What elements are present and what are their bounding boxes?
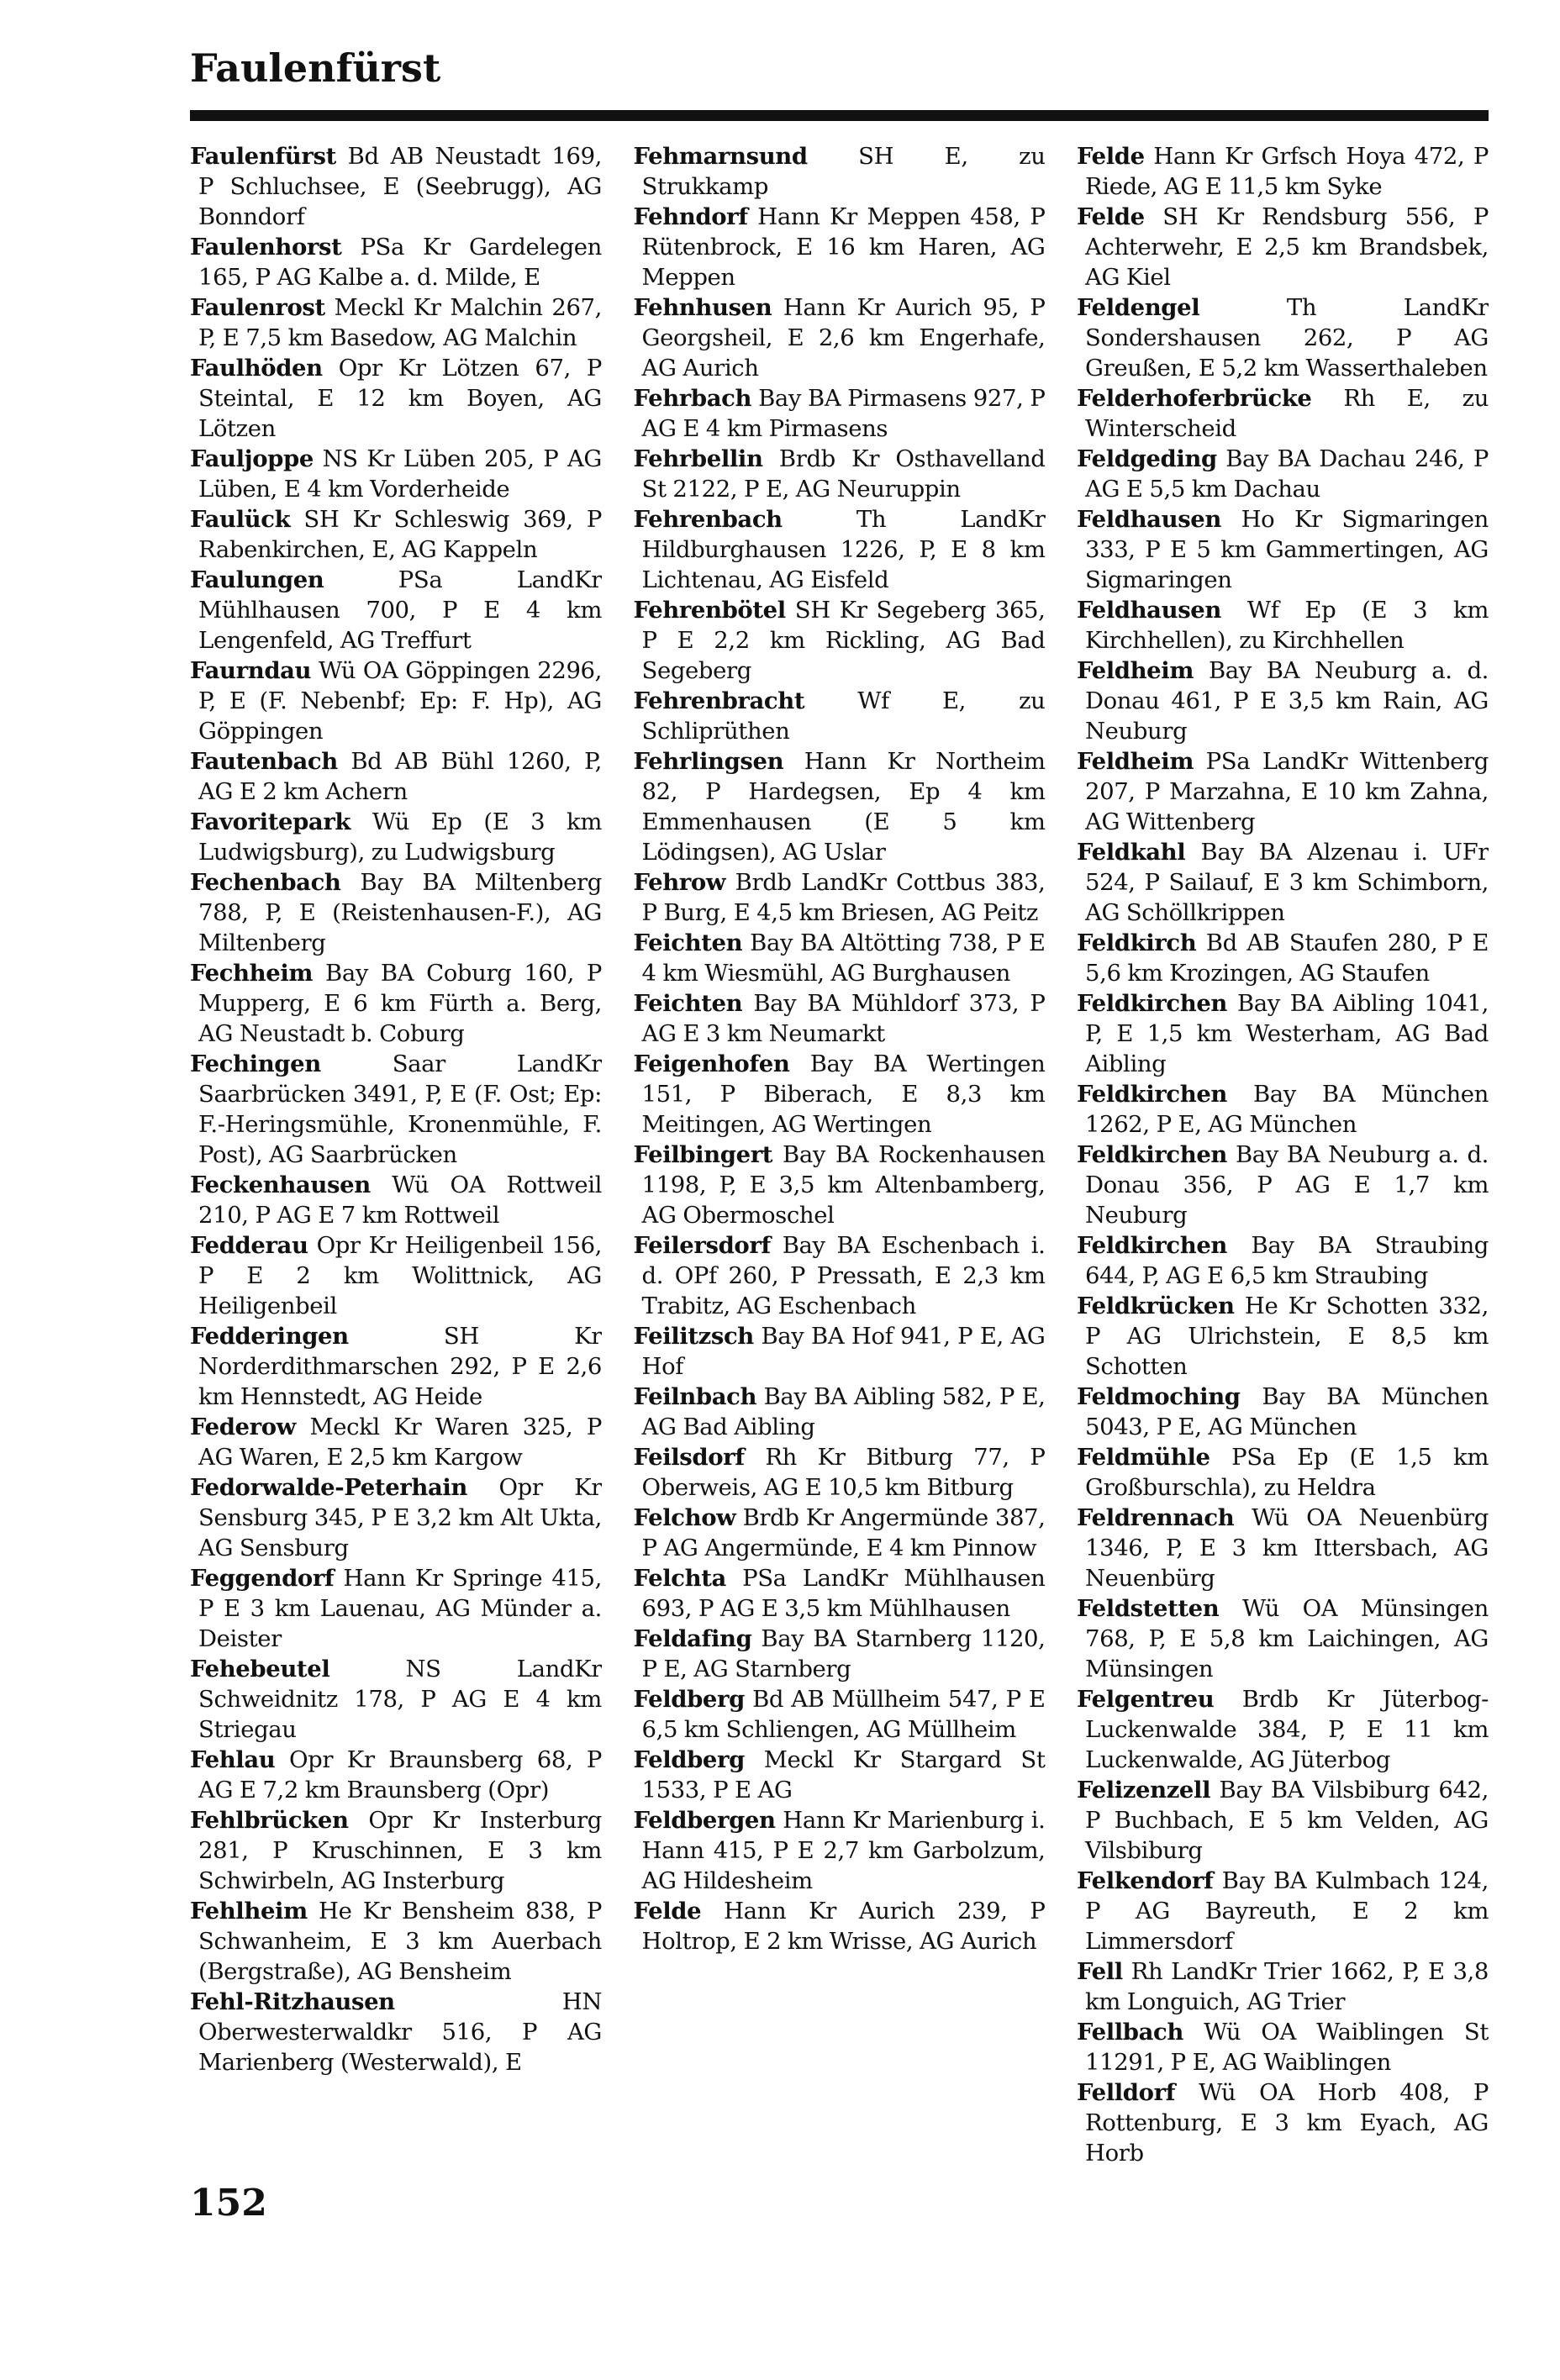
entry-text: SH E, zu Strukkamp <box>641 143 1046 200</box>
entry <box>190 444 602 504</box>
entry-text: Rh E, zu Winterscheid <box>1085 385 1489 442</box>
entry <box>190 292 602 353</box>
column-3 <box>1077 141 1489 2192</box>
entry <box>190 1049 602 1170</box>
entry-keyword: Felde <box>1077 203 1145 230</box>
entry-text: Bay BA Pirmasens 927, P AG E 4 km Pirmasens <box>641 385 1046 442</box>
entry-text: PSa Kr Gardelegen 165, P AG Kalbe a. d. Milde, E <box>198 234 602 291</box>
entry-text: Opr Kr Insterburg 281, P Kruschinnen, E 3 km Schwirbeln, AG Insterburg <box>198 1807 602 1894</box>
entry-text: Hann Kr Meppen 458, P Rütenbrock, E 16 km Haren, AG Meppen <box>641 203 1046 291</box>
entry-text: Rh Kr Bitburg 77, P Oberweis, AG E 10,5 km Bitburg <box>641 1444 1046 1501</box>
entry-text: Bay BA Mühldorf 373, P AG E 3 km Neumarkt <box>641 990 1046 1047</box>
entry <box>190 867 602 958</box>
entry <box>634 1321 1046 1382</box>
entry-text: Bay BA Vilsbiburg 642, P Buchbach, E 5 km Velden, AG Vilsbiburg <box>1085 1777 1489 1864</box>
entry-keyword: Feldberg <box>633 1686 745 1713</box>
column-1 <box>190 141 602 2192</box>
entry-text: Hann Kr Springe 415, P E 3 km Lauenau, AG Münder a. Deister <box>198 1565 602 1652</box>
entry-keyword: Fechingen <box>190 1050 321 1077</box>
entry-text: Brdb Kr Angermünde 387, P AG Angermünde, E 4 km Pinnow <box>641 1504 1046 1561</box>
entry-keyword: Feldgeding <box>1077 445 1217 472</box>
entry-keyword: Feldmühle <box>1077 1444 1210 1471</box>
entry-keyword: Feldafing <box>633 1625 752 1652</box>
entry-text: Opr Kr Sensburg 345, P E 3,2 km Alt Ukta, AG Sensburg <box>198 1474 602 1561</box>
entry <box>190 141 602 232</box>
entry-text: Wf Ep (E 3 km Kirchhellen), zu Kirchhellen <box>1085 597 1489 654</box>
entry-text: Hann Kr Marienburg i. Hann 415, P E 2,7 km Garbolzum, AG Hildesheim <box>641 1807 1046 1894</box>
entry-text: Bd AB Bühl 1260, P, AG E 2 km Achern <box>198 748 602 805</box>
entry <box>190 232 602 292</box>
entry-keyword: Feilsdorf <box>633 1444 745 1471</box>
entry <box>634 141 1046 202</box>
entry-text: Hann Kr Grfsch Hoya 472, P Riede, AG E 11,5 km Syke <box>1085 143 1489 200</box>
entry <box>190 1896 602 1987</box>
entry-text: Brdb Kr Osthavelland St 2122, P E, AG Neuruppin <box>641 445 1046 503</box>
entry-text: PSa LandKr Wittenberg 207, P Marzahna, E 10 km Zahna, AG Wittenberg <box>1085 748 1489 835</box>
entry-keyword: Faulenfürst <box>190 143 336 170</box>
entry-text: Bd AB Neustadt 169, P Schluchsee, E (Seebrugg), AG Bonndorf <box>198 143 602 230</box>
entry-text: Ho Kr Sigmaringen 333, P E 5 km Gammertingen, AG Sigmaringen <box>1085 506 1489 593</box>
entry-text: Opr Kr Braunsberg 68, P AG E 7,2 km Braunsberg (Opr) <box>198 1746 602 1803</box>
entry-text: Bay BA Straubing 644, P, AG E 6,5 km Straubing <box>1085 1232 1489 1289</box>
entry-keyword: Fechenbach <box>190 869 341 896</box>
entry-text: PSa Ep (E 1,5 km Großburschla), zu Heldra <box>1085 1444 1489 1501</box>
entry <box>634 686 1046 746</box>
entry <box>1077 1593 1489 1684</box>
entry-keyword: Feldkahl <box>1077 839 1186 866</box>
entry <box>1077 383 1489 444</box>
entry-text: Bay BA Alzenau i. UFr 524, P Sailauf, E 3 km Schimborn, AG Schöllkrippen <box>1085 839 1489 926</box>
entry-keyword: Fehrlingsen <box>633 748 784 775</box>
entry <box>1077 1140 1489 1230</box>
entry-text: Hann Kr Aurich 95, P Georgsheil, E 2,6 km Engerhafe, AG Aurich <box>641 294 1046 382</box>
entry-keyword: Fedorwalde-Peterhain <box>190 1474 468 1501</box>
entry <box>190 1472 602 1563</box>
entry-keyword: Fehl-Ritzhausen <box>190 1988 395 2015</box>
entry <box>190 1230 602 1321</box>
entry <box>1077 141 1489 202</box>
entry-text: Th LandKr Hildburghausen 1226, P, E 8 km Lichtenau, AG Eisfeld <box>641 506 1046 593</box>
entry-text: SH Kr Schleswig 369, P Rabenkirchen, E, AG Kappeln <box>198 506 602 563</box>
entry-text: Bay BA Rockenhausen 1198, P, E 3,5 km Altenbamberg, AG Obermoschel <box>641 1141 1046 1229</box>
entry-text: Opr Kr Heiligenbeil 156, P E 2 km Wolittnick, AG Heiligenbeil <box>198 1232 602 1319</box>
entry <box>634 202 1046 292</box>
entry <box>190 746 602 807</box>
entry-keyword: Fehrbellin <box>633 445 763 472</box>
entry <box>634 383 1046 444</box>
entry-keyword: Fehrenbötel <box>633 597 786 624</box>
entry <box>190 1170 602 1230</box>
entry <box>634 1745 1046 1805</box>
entry-text: Saar LandKr Saarbrücken 3491, P, E (F. Ost; Ep: F.-Heringsmühle, Kronenmühle, F. Post), AG Saarbrücken <box>198 1050 602 1168</box>
entry <box>190 353 602 444</box>
entry <box>1077 1382 1489 1442</box>
entry <box>1077 1503 1489 1593</box>
entry <box>1077 202 1489 292</box>
entry-text: Bay BA Starnberg 1120, P E, AG Starnberg <box>641 1625 1046 1682</box>
entry-keyword: Feldheim <box>1077 748 1194 775</box>
entry <box>190 1805 602 1896</box>
page-header <box>190 45 1489 124</box>
entry <box>1077 1230 1489 1291</box>
entry-keyword: Feckenhausen <box>190 1172 371 1198</box>
entry-keyword: Faulhöden <box>190 355 323 382</box>
entry-text: Wü Ep (E 3 km Ludwigsburg), zu Ludwigsburg <box>198 808 602 866</box>
entry-keyword: Feldmoching <box>1077 1383 1241 1410</box>
entry-keyword: Felchow <box>633 1504 736 1531</box>
entry <box>1077 595 1489 656</box>
entry-text: HN Oberwesterwaldkr 516, P AG Marienberg (Westerwald), E <box>198 1988 602 2076</box>
entry-text: Bay BA Neuburg a. d. Donau 356, P AG E 1,7 km Neuburg <box>1085 1141 1489 1229</box>
entry <box>634 1563 1046 1624</box>
entry-text: NS LandKr Schweidnitz 178, P AG E 4 km Striegau <box>198 1656 602 1743</box>
entry-text: Wf E, zu Schliprüthen <box>641 687 1046 745</box>
entry-keyword: Felchta <box>633 1565 726 1592</box>
entry-keyword: Feldbergen <box>633 1807 776 1834</box>
entry <box>634 1805 1046 1896</box>
entry <box>190 656 602 746</box>
entry-keyword: Feldkrücken <box>1077 1293 1235 1319</box>
entry <box>634 1503 1046 1563</box>
entry <box>1077 292 1489 383</box>
entry-keyword: Fauljoppe <box>190 445 314 472</box>
entry-text: Bay BA Altötting 738, P E 4 km Wiesmühl, AG Burghausen <box>641 929 1046 987</box>
entry-keyword: Favoritepark <box>190 808 351 835</box>
entry-text: Bay BA München 5043, P E, AG München <box>1085 1383 1489 1440</box>
entry-keyword: Fellbach <box>1077 2019 1183 2046</box>
entry-text: Bay BA Miltenberg 788, P, E (Reistenhausen-F.), AG Miltenberg <box>198 869 602 956</box>
entry-text: Wü OA Göppingen 2296, P, E (F. Nebenbf; Ep: F. Hp), AG Göppingen <box>198 657 602 745</box>
entry-keyword: Feichten <box>633 990 743 1017</box>
entry-text: Brdb Kr Jüterbog-Luckenwalde 384, P, E 11 km Luckenwalde, AG Jüterbog <box>1085 1686 1489 1773</box>
entry <box>190 1745 602 1805</box>
entry-keyword: Felde <box>633 1898 702 1925</box>
entry-keyword: Feggendorf <box>190 1565 335 1592</box>
entry-keyword: Fehlheim <box>190 1898 308 1925</box>
running-head: Faulenfürst <box>190 45 441 91</box>
entry <box>190 807 602 867</box>
entry-text: SH Kr Rendsburg 556, P Achterwehr, E 2,5 km Brandsbek, AG Kiel <box>1085 203 1489 291</box>
entry-text: Wü OA Münsingen 768, P, E 5,8 km Laichingen, AG Münsingen <box>1085 1595 1489 1682</box>
entry-text: Opr Kr Lötzen 67, P Steintal, E 12 km Boyen, AG Lötzen <box>198 355 602 442</box>
entry-text: Wü OA Waiblingen St 11291, P E, AG Waiblingen <box>1085 2019 1489 2076</box>
entry-keyword: Faurndau <box>190 657 312 684</box>
entry-text: Bay BA Dachau 246, P AG E 5,5 km Dachau <box>1085 445 1489 503</box>
entry-text: Bay BA Wertingen 151, P Biberach, E 8,3 km Meitingen, AG Wertingen <box>641 1050 1046 1138</box>
entry <box>634 292 1046 383</box>
entry <box>634 988 1046 1049</box>
entry <box>190 1987 602 2077</box>
entry-keyword: Fell <box>1077 1958 1123 1985</box>
entry-keyword: Felderhoferbrücke <box>1077 385 1312 412</box>
entry <box>190 1321 602 1412</box>
entry-text: PSa LandKr Mühlhausen 700, P E 4 km Lengenfeld, AG Treffurt <box>198 566 602 654</box>
entry-text: Bay BA Hof 941, P E, AG Hof <box>641 1323 1046 1380</box>
entry <box>634 1624 1046 1684</box>
entry-text: SH Kr Segeberg 365, P E 2,2 km Rickling, AG Bad Segeberg <box>641 597 1046 684</box>
header-rule <box>190 110 1489 121</box>
entry-keyword: Fechheim <box>190 960 314 987</box>
entry-text: Rh LandKr Trier 1662, P, E 3,8 km Longuich, AG Trier <box>1085 1958 1489 2015</box>
entry-keyword: Fedderau <box>190 1232 308 1259</box>
entry-keyword: Feldkirchen <box>1077 990 1228 1017</box>
entry <box>634 1684 1046 1745</box>
entry <box>1077 988 1489 1079</box>
entry <box>1077 2077 1489 2168</box>
entry <box>634 504 1046 595</box>
entry-keyword: Felkendorf <box>1077 1867 1214 1894</box>
entry <box>1077 746 1489 837</box>
entry-text: Wü OA Neuenbürg 1346, P, E 3 km Ittersbach, AG Neuenbürg <box>1085 1504 1489 1592</box>
entry <box>634 1442 1046 1503</box>
entry-text: PSa LandKr Mühlhausen 693, P AG E 3,5 km Mühlhausen <box>641 1565 1046 1622</box>
entry <box>634 928 1046 988</box>
entry-keyword: Feldberg <box>633 1746 745 1773</box>
entry-text: Bay BA Coburg 160, P Mupperg, E 6 km Fürth a. Berg, AG Neustadt b. Coburg <box>198 960 602 1047</box>
entry-text: Bay BA Aibling 582, P E, AG Bad Aibling <box>641 1383 1046 1440</box>
entry-keyword: Feilersdorf <box>633 1232 771 1259</box>
entry-keyword: Faulück <box>190 506 291 533</box>
entry-keyword: Feldengel <box>1077 294 1200 321</box>
entry <box>1077 1866 1489 1956</box>
entry <box>634 867 1046 928</box>
entry-keyword: Feichten <box>633 929 743 956</box>
entry-text: Bd AB Staufen 280, P E 5,6 km Krozingen, AG Staufen <box>1085 929 1489 987</box>
entry-keyword: Felizenzell <box>1077 1777 1211 1803</box>
entry-text: Meckl Kr Malchin 267, P, E 7,5 km Basedow, AG Malchin <box>198 294 602 351</box>
entry <box>634 746 1046 867</box>
entry-keyword: Fehndorf <box>633 203 748 230</box>
entry <box>1077 1684 1489 1775</box>
entry <box>1077 1956 1489 2017</box>
entry-keyword: Fehrbach <box>633 385 752 412</box>
entry <box>190 504 602 565</box>
entry-keyword: Feldkirchen <box>1077 1081 1228 1108</box>
entry-keyword: Fautenbach <box>190 748 338 775</box>
entry-keyword: Felgentreu <box>1077 1686 1215 1713</box>
entry <box>1077 1442 1489 1503</box>
entry <box>1077 2017 1489 2077</box>
entry-keyword: Feldkirchen <box>1077 1141 1228 1168</box>
entry <box>1077 656 1489 746</box>
entry <box>1077 504 1489 595</box>
entry-keyword: Feilitzsch <box>633 1323 754 1350</box>
entry-text: Bd AB Müllheim 547, P E 6,5 km Schliengen, AG Müllheim <box>641 1686 1046 1743</box>
entry-text: Meckl Kr Waren 325, P AG Waren, E 2,5 km Kargow <box>198 1414 602 1471</box>
entry-keyword: Fedderingen <box>190 1323 349 1350</box>
entry-text: Hann Kr Aurich 239, P Holtrop, E 2 km Wrisse, AG Aurich <box>641 1898 1046 1955</box>
entry <box>1077 1079 1489 1140</box>
entry-keyword: Feigenhofen <box>633 1050 790 1077</box>
entry-text: Th LandKr Sondershausen 262, P AG Greußen, E 5,2 km Wasserthaleben <box>1085 294 1489 382</box>
entry-text: NS Kr Lüben 205, P AG Lüben, E 4 km Vorderheide <box>198 445 602 503</box>
entry <box>634 1230 1046 1321</box>
entry <box>190 1563 602 1654</box>
entry <box>190 958 602 1049</box>
entry-text: Bay BA Aibling 1041, P, E 1,5 km Westerham, AG Bad Aibling <box>1085 990 1489 1077</box>
entry-keyword: Fehmarnsund <box>633 143 808 170</box>
entry-text: Wü OA Rottweil 210, P AG E 7 km Rottweil <box>198 1172 602 1229</box>
entry-keyword: Feilbingert <box>633 1141 773 1168</box>
entry-keyword: Faulungen <box>190 566 324 593</box>
entry-keyword: Feilnbach <box>633 1383 757 1410</box>
entry <box>634 595 1046 686</box>
entry-text: He Kr Schotten 332, P AG Ulrichstein, E 8,5 km Schotten <box>1085 1293 1489 1380</box>
entry-keyword: Feldrennach <box>1077 1504 1235 1531</box>
entry <box>1077 1291 1489 1382</box>
entry-keyword: Fehlau <box>190 1746 276 1773</box>
column-2 <box>634 141 1046 2192</box>
gazetteer-columns <box>190 141 1489 2192</box>
entry-keyword: Faulenrost <box>190 294 325 321</box>
entry-text: He Kr Bensheim 838, P Schwanheim, E 3 km Auerbach (Bergstraße), AG Bensheim <box>198 1898 602 1985</box>
entry-text: Hann Kr Northeim 82, P Hardegsen, Ep 4 km Emmenhausen (E 5 km Lödingsen), AG Uslar <box>641 748 1046 866</box>
entry-keyword: Fehebeutel <box>190 1656 330 1682</box>
entry-keyword: Fehnhusen <box>633 294 772 321</box>
entry-text: SH Kr Norderdithmarschen 292, P E 2,6 km Hennstedt, AG Heide <box>198 1323 602 1410</box>
entry-keyword: Feldkirch <box>1077 929 1197 956</box>
entry <box>190 1412 602 1472</box>
entry-text: Bay BA Eschenbach i. d. OPf 260, P Pressath, E 2,3 km Trabitz, AG Eschenbach <box>641 1232 1046 1319</box>
entry <box>1077 444 1489 504</box>
entry <box>634 1049 1046 1140</box>
entry-text: Bay BA Kulmbach 124, P AG Bayreuth, E 2 km Limmersdorf <box>1085 1867 1489 1955</box>
entry-keyword: Federow <box>190 1414 296 1440</box>
entry <box>190 565 602 656</box>
entry <box>190 1654 602 1745</box>
entry <box>634 1896 1046 1956</box>
entry-keyword: Felde <box>1077 143 1145 170</box>
entry-keyword: Feldkirchen <box>1077 1232 1228 1259</box>
entry <box>634 444 1046 504</box>
entry-text: Brdb LandKr Cottbus 383, P Burg, E 4,5 km Briesen, AG Peitz <box>641 869 1046 926</box>
entry-text: Meckl Kr Stargard St 1533, P E AG <box>641 1746 1046 1803</box>
entry <box>1077 928 1489 988</box>
entry-text: Bay BA Neuburg a. d. Donau 461, P E 3,5 km Rain, AG Neuburg <box>1085 657 1489 745</box>
entry-keyword: Fehrow <box>633 869 726 896</box>
page-number: 152 <box>190 2182 267 2225</box>
entry-keyword: Feldhausen <box>1077 597 1221 624</box>
entry-keyword: Faulenhorst <box>190 234 342 261</box>
entry-text: Bay BA München 1262, P E, AG München <box>1085 1081 1489 1138</box>
entry-keyword: Fehrenbach <box>633 506 783 533</box>
entry-text: Wü OA Horb 408, P Rottenburg, E 3 km Eyach, AG Horb <box>1085 2079 1489 2167</box>
entry <box>1077 837 1489 928</box>
entry-keyword: Fehrenbracht <box>633 687 805 714</box>
entry <box>634 1382 1046 1442</box>
entry-keyword: Felldorf <box>1077 2079 1176 2106</box>
entry <box>1077 1775 1489 1866</box>
entry-keyword: Feldstetten <box>1077 1595 1220 1622</box>
entry <box>634 1140 1046 1230</box>
entry-keyword: Fehlbrücken <box>190 1807 349 1834</box>
entry-keyword: Feldhausen <box>1077 506 1221 533</box>
entry-keyword: Feldheim <box>1077 657 1194 684</box>
